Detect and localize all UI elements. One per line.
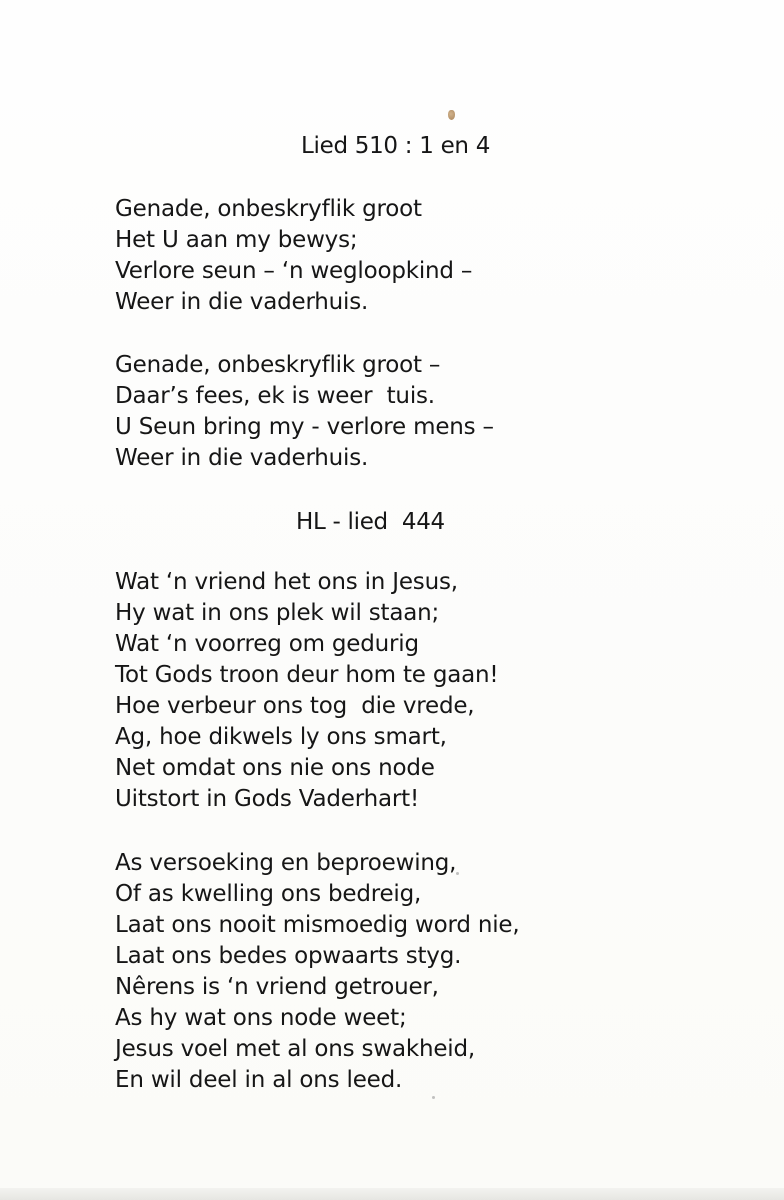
lyric-line: Weer in die vaderhuis. <box>115 289 369 315</box>
lyric-line: Laat ons bedes opwaarts styg. <box>115 943 462 969</box>
stanza-hl-lied-444-verse-1 <box>115 567 498 815</box>
paper-speck <box>456 872 459 875</box>
lyric-line: En wil deel in al ons leed. <box>115 1067 403 1093</box>
stanza-lied-510-verse-1 <box>115 194 472 318</box>
lyric-line: Ag, hoe dikwels ly ons smart, <box>115 724 447 750</box>
lyric-line: As hy wat ons node weet; <box>115 1005 407 1031</box>
paper-speck <box>432 1096 435 1099</box>
lyric-line: Het U aan my bewys; <box>115 227 358 253</box>
song-title-lied-510: Lied 510 : 1 en 4 <box>301 133 491 159</box>
song-title-hl-lied-444: HL - lied 444 <box>296 509 445 535</box>
lyric-line: Laat ons nooit mismoedig word nie, <box>115 912 520 938</box>
lyric-line: Wat ‘n voorreg om gedurig <box>115 631 419 657</box>
stanza-lied-510-verse-4 <box>115 350 494 474</box>
lyric-line: Hoe verbeur ons tog die vrede, <box>115 693 475 719</box>
page-bottom-edge <box>0 1188 784 1200</box>
lyric-line: Genade, onbeskryflik groot <box>115 196 422 222</box>
lyric-line: Genade, onbeskryflik groot – <box>115 352 441 378</box>
lyric-line: Weer in die vaderhuis. <box>115 445 369 471</box>
lyric-line: Nêrens is ‘n vriend getrouer, <box>115 974 439 1000</box>
lyric-line: U Seun bring my - verlore mens – <box>115 414 494 440</box>
lyric-line: Hy wat in ons plek wil staan; <box>115 600 440 626</box>
lyric-line: Tot Gods troon deur hom te gaan! <box>115 662 499 688</box>
lyric-line: Verlore seun – ‘n wegloopkind – <box>115 258 473 284</box>
lyric-line: As versoeking en beproewing, <box>115 850 457 876</box>
lyric-line: Wat ‘n vriend het ons in Jesus, <box>115 569 458 595</box>
stanza-hl-lied-444-verse-2 <box>115 848 520 1096</box>
lyric-line: Of as kwelling ons bedreig, <box>115 881 422 907</box>
lyric-line: Net omdat ons nie ons node <box>115 755 435 781</box>
paper-stain <box>448 110 455 120</box>
lyric-line: Uitstort in Gods Vaderhart! <box>115 786 419 812</box>
lyric-line: Jesus voel met al ons swakheid, <box>115 1036 475 1062</box>
lyric-line: Daar’s fees, ek is weer tuis. <box>115 383 435 409</box>
